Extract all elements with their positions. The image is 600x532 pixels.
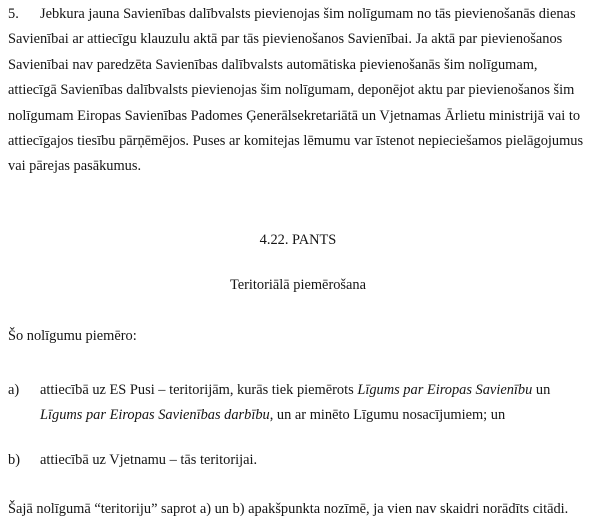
list-item-b — [8, 448, 588, 473]
clause-number: 5. — [8, 6, 19, 22]
list-item-b-text: attiecībā uz Vjetnamu – tās teritorijai. — [40, 451, 258, 468]
document-content — [8, 2, 588, 523]
closing-paragraph: Šajā nolīgumā “teritoriju” saprot a) un b) apakšpunkta nozīmē, ja vien nav skaidri norādīts citādi. — [8, 501, 569, 518]
list-item-a-marker: a) — [8, 382, 20, 399]
article-heading: 4.22. PANTS — [259, 231, 337, 248]
clause-5-paragraph — [8, 2, 588, 180]
list-item-a — [8, 378, 588, 429]
clause-text: Jebkura jauna Savienības dalībvalsts pievienojas šim nolīgumam no tās pievienošanās dienas Savienībai ar attiecīgu klauzulu aktā par tās pievienošanos Savienībai. Ja aktā par pievienošanos Savienībai nav paredzēta Savienības dalībvalsts automātiska pievienošanās šim nolīgumam, attiecīgā Savienības dalībvalsts pievienojas šim nolīgumam, deponējot aktu par pievienošanos šim nolīgumam Eiropas Savienības Padomes Ģenerālsekretariātā un Vjetnamas Ārlietu ministrijā vai to attiecīgajos tiesību pārņēmējos. Puses ar komitejas lēmumu var īstenot nepieciešamos pielāgojumus vai pārejas pasākumus. — [8, 6, 584, 175]
list-item-a-text: attiecībā uz ES Pusi – teritorijām, kurās tiek piemērots Līgums par Eiropas Savienību un Līgums par Eiropas Savienības darbību, un ar minēto Līgumu nosacījumiem; un — [40, 382, 551, 424]
list-item-b-marker: b) — [8, 451, 20, 468]
article-subheading: Teritoriālā piemērošana — [229, 277, 367, 294]
intro-paragraph: Šo nolīgumu piemēro: — [8, 327, 137, 344]
